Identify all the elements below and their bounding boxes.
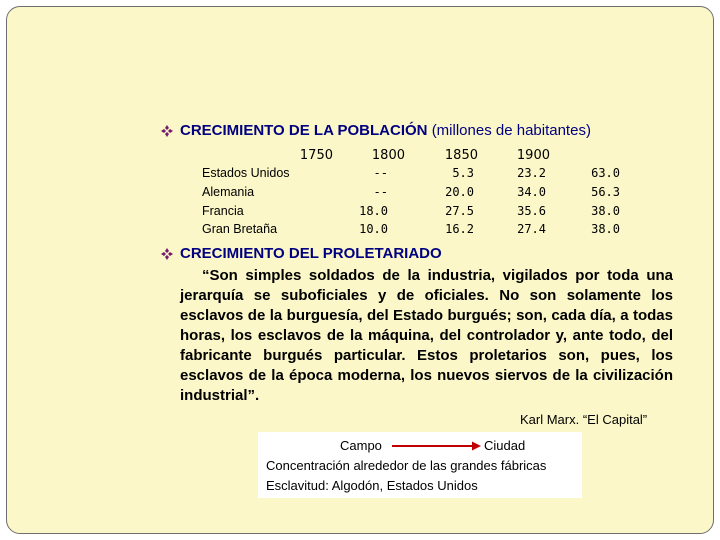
country-name: Francia [202,204,244,218]
diamond-bullet-icon [160,247,174,261]
year-header-1750: 1750 [299,148,333,163]
table-cell: 38.0 [591,222,620,236]
country-name: Gran Bretaña [202,222,278,236]
population-title: CRECIMIENTO DE LA POBLACIÓN [180,122,428,139]
table-cell: 10.0 [359,222,388,236]
proletariat-heading: CRECIMIENTO DEL PROLETARIADO [180,245,442,262]
diamond-bullet-icon [160,124,174,138]
slavery-line: Esclavitud: Algodón, Estados Unidos [266,478,478,493]
country-name: Estados Unidos [202,166,290,180]
population-heading [180,122,591,139]
table-cell: 63.0 [591,166,620,180]
table-cell: 23.2 [517,166,546,180]
marx-quote [180,266,673,406]
table-cell: 56.3 [591,185,620,199]
from-label: Campo [340,438,382,453]
year-header-1800: 1800 [371,148,405,163]
country-name: Alemania [202,185,255,199]
table-cell: 38.0 [591,204,620,218]
concentration-line: Concentración alrededor de las grandes fábricas [266,458,547,473]
table-cell: 27.5 [445,204,474,218]
quote-attribution: Karl Marx. “El Capital” [520,412,648,427]
table-cell: 20.0 [445,185,474,199]
table-cell: -- [373,166,388,180]
table-cell: 27.4 [517,222,546,236]
table-cell: 18.0 [359,204,388,218]
year-header-1850: 1850 [444,148,478,163]
arrow-right-icon [390,440,482,452]
summary-box [258,432,582,498]
table-cell: 5.3 [452,166,474,180]
year-header-1900: 1900 [516,148,550,163]
table-cell: 34.0 [517,185,546,199]
quote-text: “Son simples soldados de la industria, vigilados por toda una jerarquía se suboficiales y de oficiales. No son solamente los esclavos de la burguesía, del Estado burgués; son, cada día, a todas horas, los esclavos de la máquina, del controlador y, ante todo, del fabricante burgués particular. Estos proletarios son, pues, los esclavos de la época moderna, los nuevos siervos de la civilización industrial”. [180,267,673,404]
table-cell: -- [373,185,388,199]
table-cell: 35.6 [517,204,546,218]
population-subtitle: (millones de habitantes) [431,122,591,139]
table-cell: 16.2 [445,222,474,236]
to-label: Ciudad [484,438,526,453]
